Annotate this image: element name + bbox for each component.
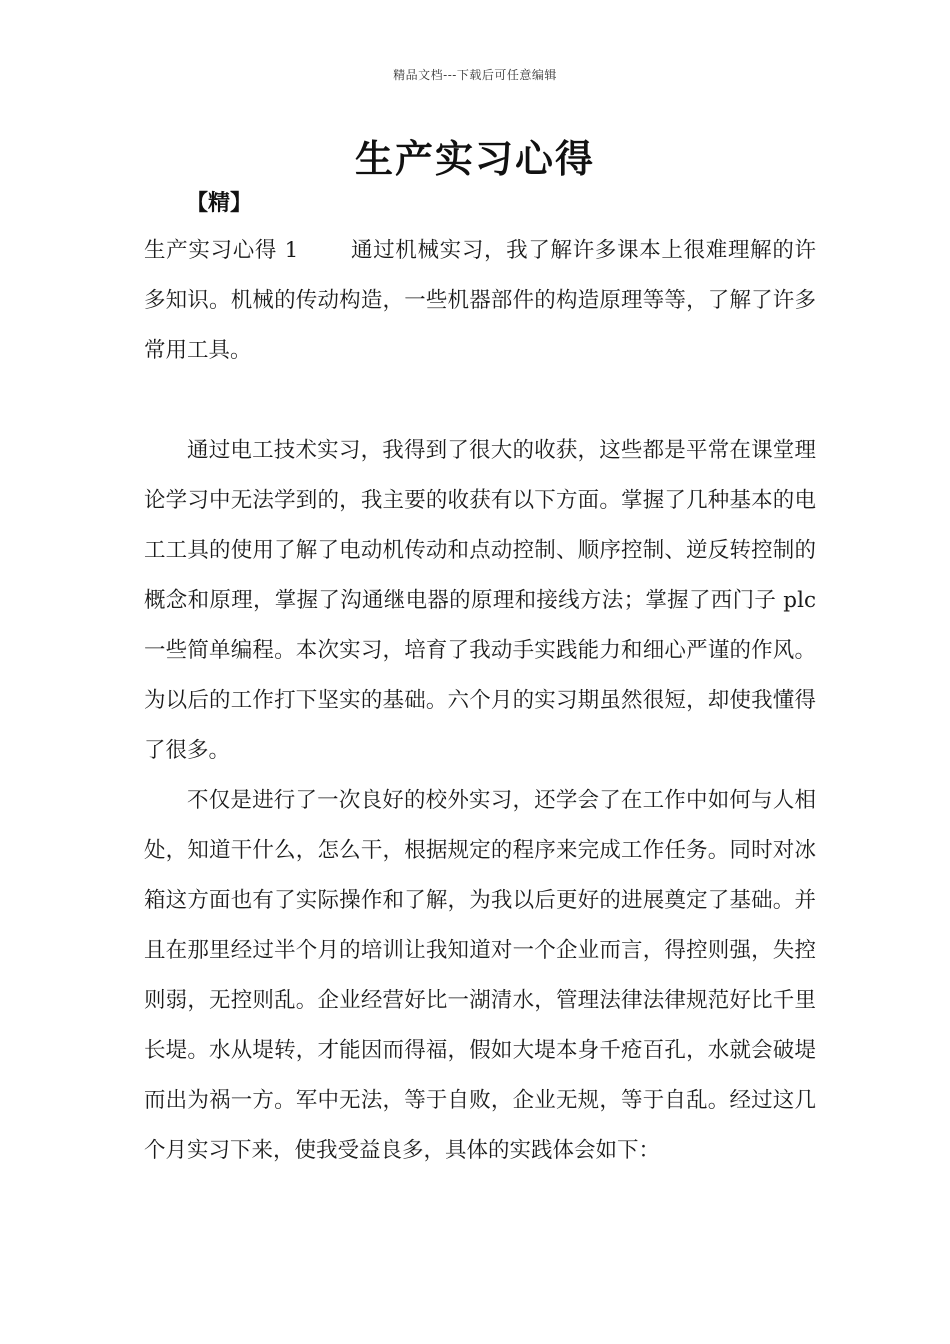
paragraph-1-text: 通过机械实习，我了解许多课本上很难理解的许多知识。机械的传动构造，一些机器部件的构造原理等等，了解了许多常用工具。 [144,238,816,363]
section-label: 生产实习心得 1 [144,238,299,263]
paragraph-2: 通过电工技术实习，我得到了很大的收获，这些都是平常在课堂理论学习中无法学到的，我主要的收获有以下方面。掌握了几种基本的电工工具的使用了解了电动机传动和点动控制、顺序控制、逆反转控制的概念和原理，掌握了沟通继电器的原理和接线方法；掌握了西门子 plc 一些简单编程。本次实习，培育了我动手实践能力和细心严谨的作风。为以后的工作打下坚实的基础。六个月的实习期虽然很短，却使我懂得了很多。 [144,438,816,763]
paragraph-1 [144,226,816,376]
paragraph-3: 不仅是进行了一次良好的校外实习，还学会了在工作中如何与人相处，知道干什么，怎么干，根据规定的程序来完成工作任务。同时对冰箱这方面也有了实际操作和了解，为我以后更好的进展奠定了基础。并且在那里经过半个月的培训让我知道对一个企业而言，得控则强，失控则弱，无控则乱。企业经营好比一湖清水，管理法律法律规范好比千里长堤。水从堤转，才能因而得福，假如大堤本身千疮百孔，水就会破堤而出为祸一方。军中无法，等于自败，企业无规，等于自乱。经过这几个月实习下来，使我受益良多，具体的实践体会如下： [144,788,816,1163]
document-body [144,226,816,1176]
document-title: 生产实习心得 [354,136,595,181]
document-tag: 【精】 [186,190,253,216]
paragraph-spacer [144,376,816,426]
page-header: 精品文档---下载后可任意编辑 [393,68,557,82]
